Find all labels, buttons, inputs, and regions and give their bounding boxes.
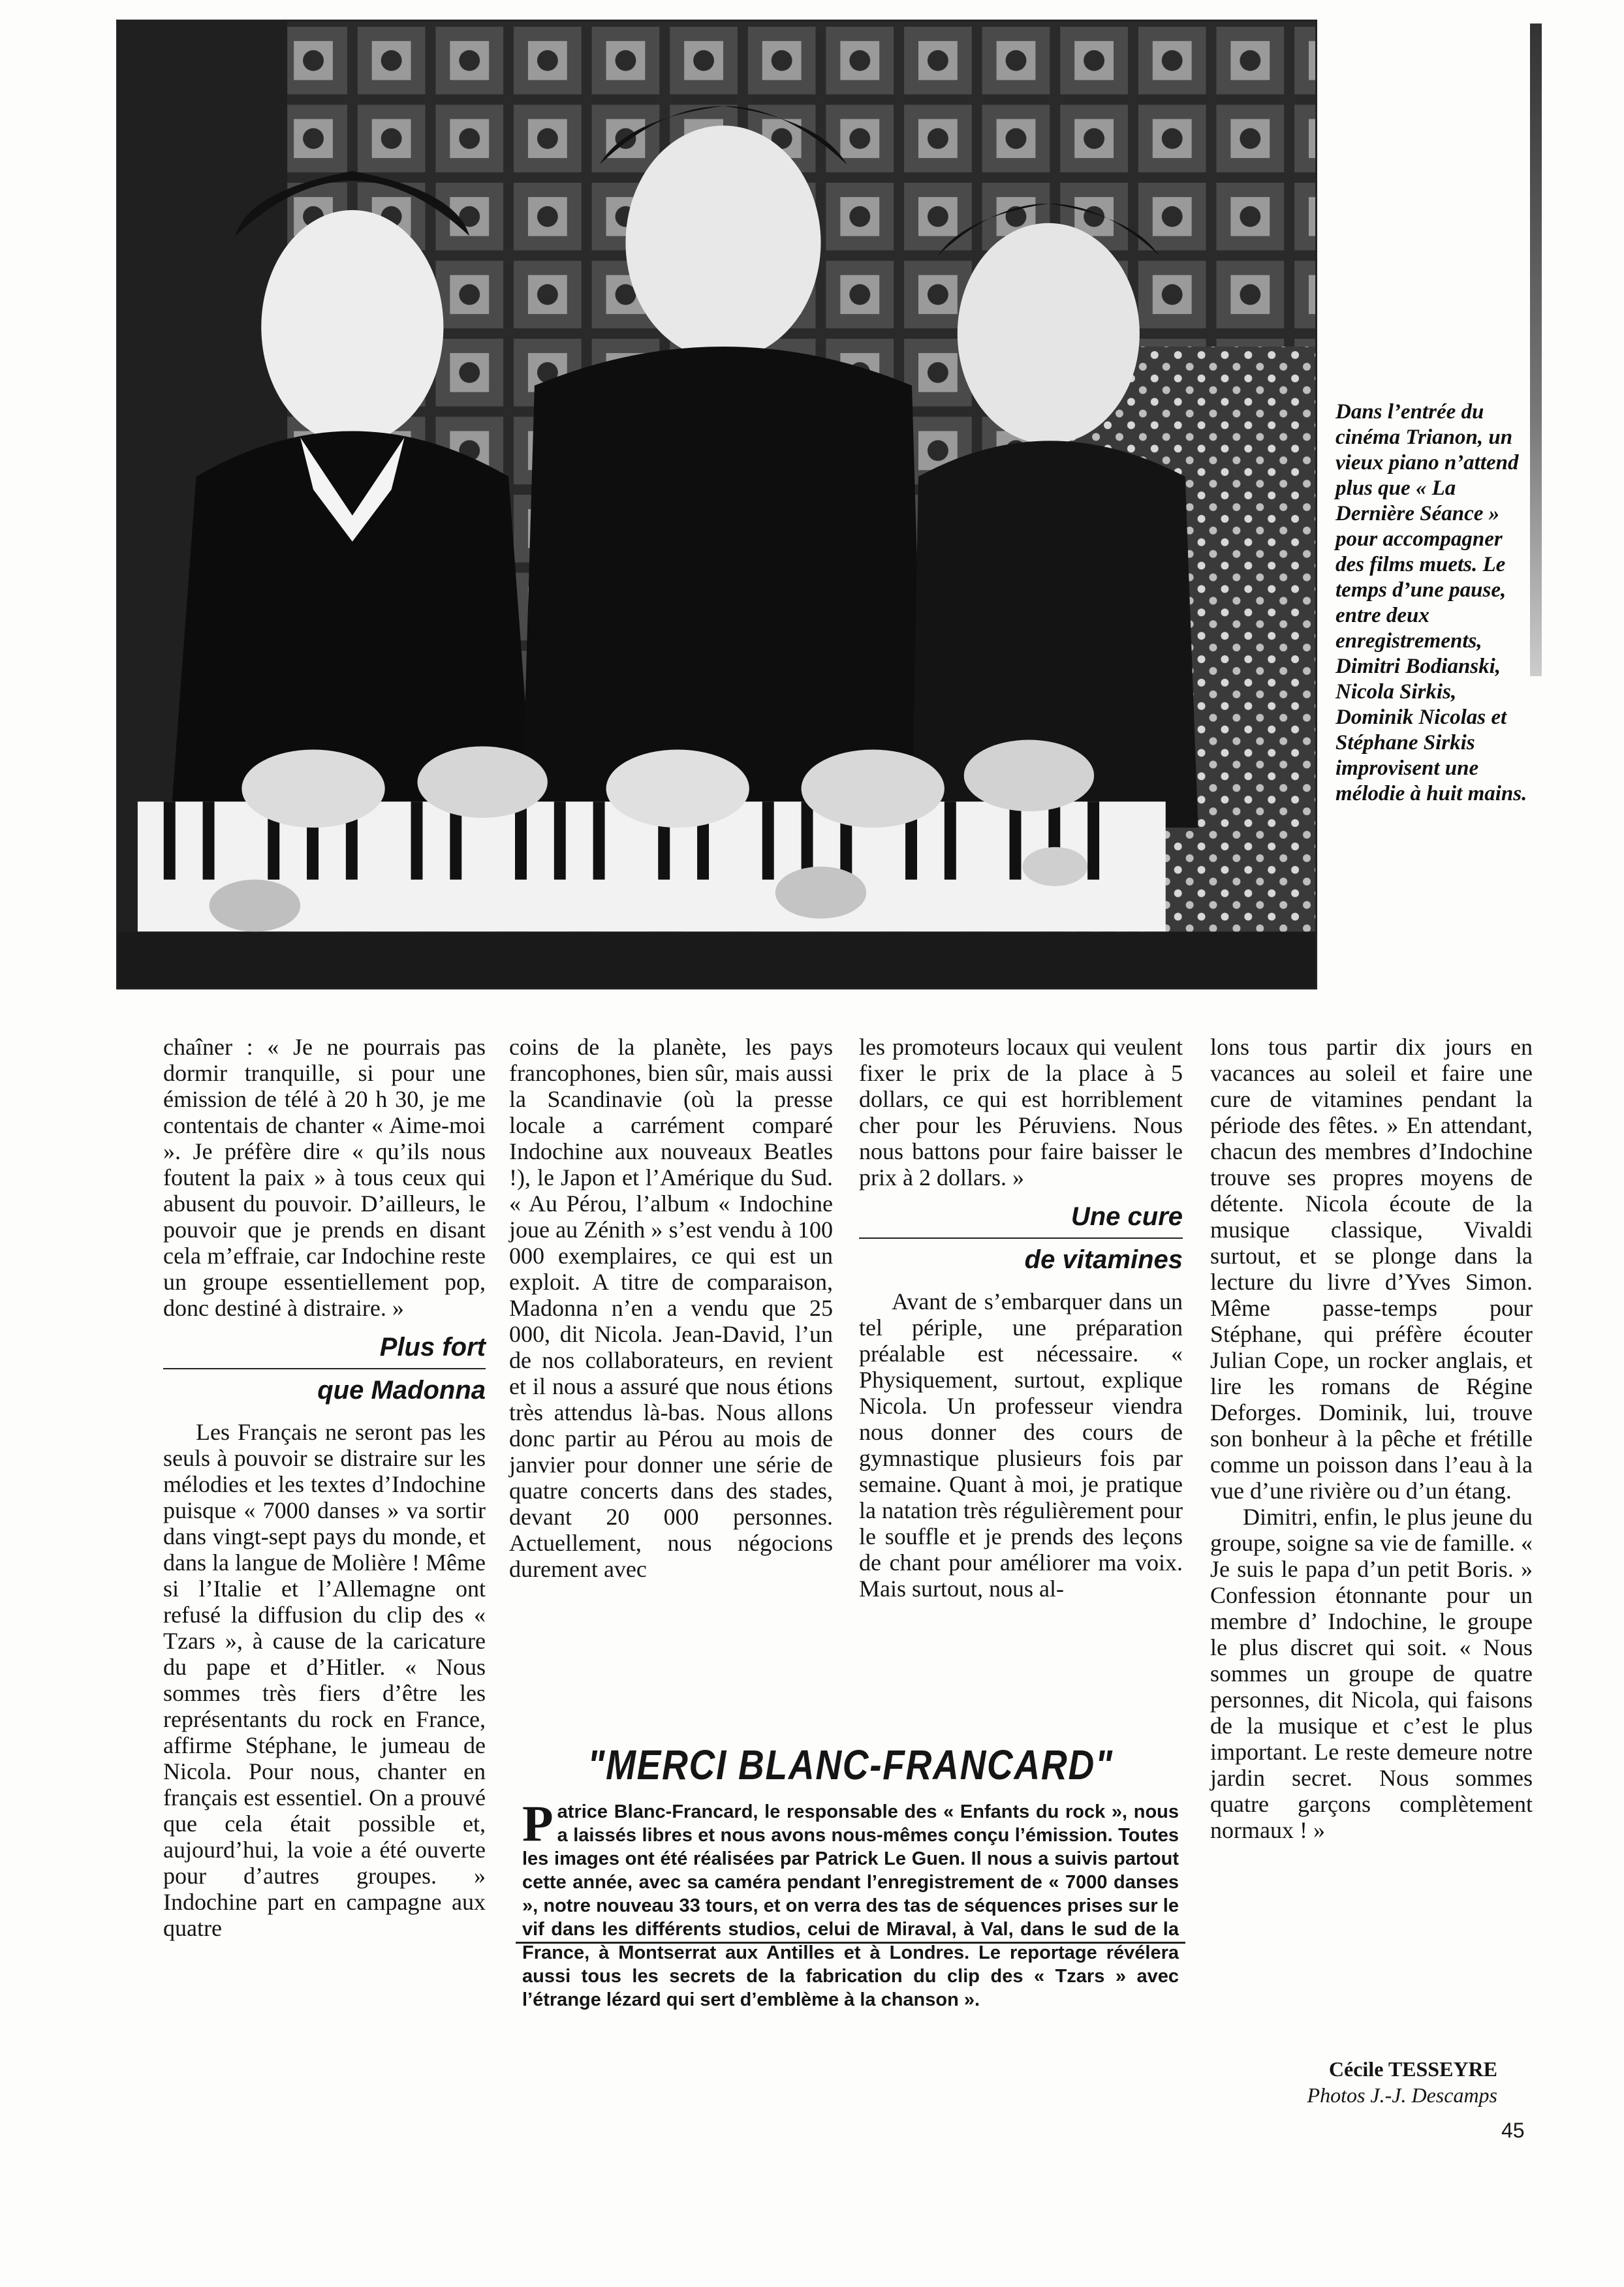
byline [1307,2056,1497,2108]
sidebar-title: "MERCI BLANC-FRANCARD" [587,1741,1114,1788]
paragraph: chaîner : « Je ne pourrais pas dormir tranquille, si pour une émission de télé à 20 h 30, je me contentais de chanter « Aime-moi ». Je préfère dire « qu’ils nous foutent la paix » à tous ceux qui abusent du pouvoir. D’ailleurs, le pouvoir que je prends en disant cela m’effraie, car Indochine reste un groupe essentiellement pop, donc destiné à distraire. » [163,1034,486,1321]
subheading-line: Une cure [859,1202,1183,1239]
article-column-2 [509,1034,833,1582]
photo-credit: Photos J.-J. Descamps [1307,2083,1497,2107]
paragraph: Avant de s’embarquer dans un tel périple, une préparation préalable est nécessaire. « Physiquement, surtout, explique Nicola. Un professeur viendra nous donner des cours de gymnastique plusieurs fois par semaine. Quant à moi, je pratique la natation très régulièrement pour le souffle et je prends des leçons de chant pour améliorer ma voix. Mais surtout, nous al- [859,1288,1183,1602]
band-photo [116,20,1317,989]
paragraph: Les Français ne seront pas les seuls à pouvoir se distraire sur les mélodies et les textes d’Indochine puisque « 7000 danses » va sortir dans vingt-sept pays du monde, et dans la langue de Molière ! Même si l’Italie et l’Allemagne ont refusé la diffusion du clip des « Tzars », à cause de la caricature du pape et d’Hitler. « Nous sommes très fiers d’être les représentants du rock en France, affirme Stéphane, le jumeau de Nicola. Pour nous, chanter en français est essentiel. On a prouvé que cela était possible et, aujourd’hui, la voie a été ouverte pour d’autres groupes. » Indochine part en campagne aux quatre [163,1419,486,1941]
photo-caption: Dans l’entrée du cinéma Trianon, un vieux piano n’attend plus que « La Dernière Séance » pour accompagner des films muets. Le temps d’une pause, entre deux enregistrements, Dimitri Bodianski, Nicola Sirkis, Dominik Nicolas et Stéphane Sirkis improvisent une mélodie à huit mains. [1335,400,1527,805]
subheading-une-cure [859,1202,1183,1281]
sidebar-body [516,1795,1185,2012]
article-column-3 [859,1034,1183,1602]
sidebar-box [516,1723,1185,2010]
sidebar-text: atrice Blanc-Francard, le responsable des « Enfants du rock », nous a laissés libres et nous avons nous-mêmes conçu l’émission. Toutes les images ont été réalisées par Patrick Le Guen. Il nous a suivis partout cette année, avec sa caméra pendant l’enregistrement de « 7000 danses », notre nouveau 33 tours, et on verra des tas de séquences prises sur le vif dans les différents studios, celui de Miraval, à Val, dans le sud de la France, à Montserrat aux Antilles et à Londres. Le reportage révélera aussi tous les secrets de la fabrication du clip des « Tzars » avec l’étrange lézard qui sert d’emblème à la chanson ». [522,1801,1179,2010]
drop-cap: P [522,1795,554,1852]
paragraph: les promoteurs locaux qui veulent fixer le prix de la place à 5 dollars, ce qui est horriblement cher pour les Péruviens. Nous nous battons pour faire baisser le prix à 2 dollars. » [859,1034,1183,1190]
page-number: 45 [1501,2119,1525,2142]
paragraph: lons tous partir dix jours en vacances au soleil et faire une cure de vitamines pendant la période des fêtes. » En attendant, chacun des membres d’Indochine trouve ses propres moyens de détente. Nicola écoute de la musique classique, Vivaldi surtout, et se plonge dans la lecture du livre d’Yves Simon. Même passe-temps pour Stéphane, qui préfère écouter Julian Cope, un rocker anglais, et lire les romans de Régine Deforges. Dominik, lui, trouve son bonheur à la pêche et frétille comme un poisson dans l’eau à la vue d’une rivière ou d’un étang. [1210,1034,1533,1504]
paragraph: coins de la planète, les pays francophones, bien sûr, mais aussi la Scandinavie (où la presse locale a carrément comparé Indochine aux nouveaux Beatles !), le Japon et l’Amérique du Sud. « Au Pérou, l’album « Indochine joue au Zénith » s’est vendu à 100 000 exemplaires, ce qui est un exploit. A titre de comparaison, Madonna n’en a vendu que 25 000, dit Nicola. Jean-David, l’un de nos collaborateurs, en revient et il nous a assuré que nous étions très attendus là-bas. Nous allons donc partir au Pérou au mois de janvier pour donner une série de quatre concerts dans des stades, devant 20 000 personnes. Actuellement, nous négocions durement avec [509,1034,833,1582]
author-name: Cécile TESSEYRE [1328,2057,1497,2081]
article-column-4 [1210,1034,1533,1843]
subheading-line: de vitamines [1024,1245,1183,1274]
subheading-plus-fort [163,1333,486,1411]
subheading-line: que Madonna [317,1376,486,1405]
scan-edge-mark [1530,23,1542,676]
article-column-1 [163,1034,486,1941]
subheading-line: Plus fort [163,1333,486,1369]
paragraph: Dimitri, enfin, le plus jeune du groupe, soigne sa vie de famille. « Je suis le papa d’un petit Boris. » Confession étonnante pour un membre d’ Indochine, le groupe le plus discret qui soit. « Nous sommes un groupe de quatre personnes, dit Nicola, qui faisons de la musique et c’est le plus important. Le reste demeure notre jardin secret. Nous sommes quatre garçons complètement normaux ! » [1210,1504,1533,1843]
band-photo-image [118,22,1315,988]
